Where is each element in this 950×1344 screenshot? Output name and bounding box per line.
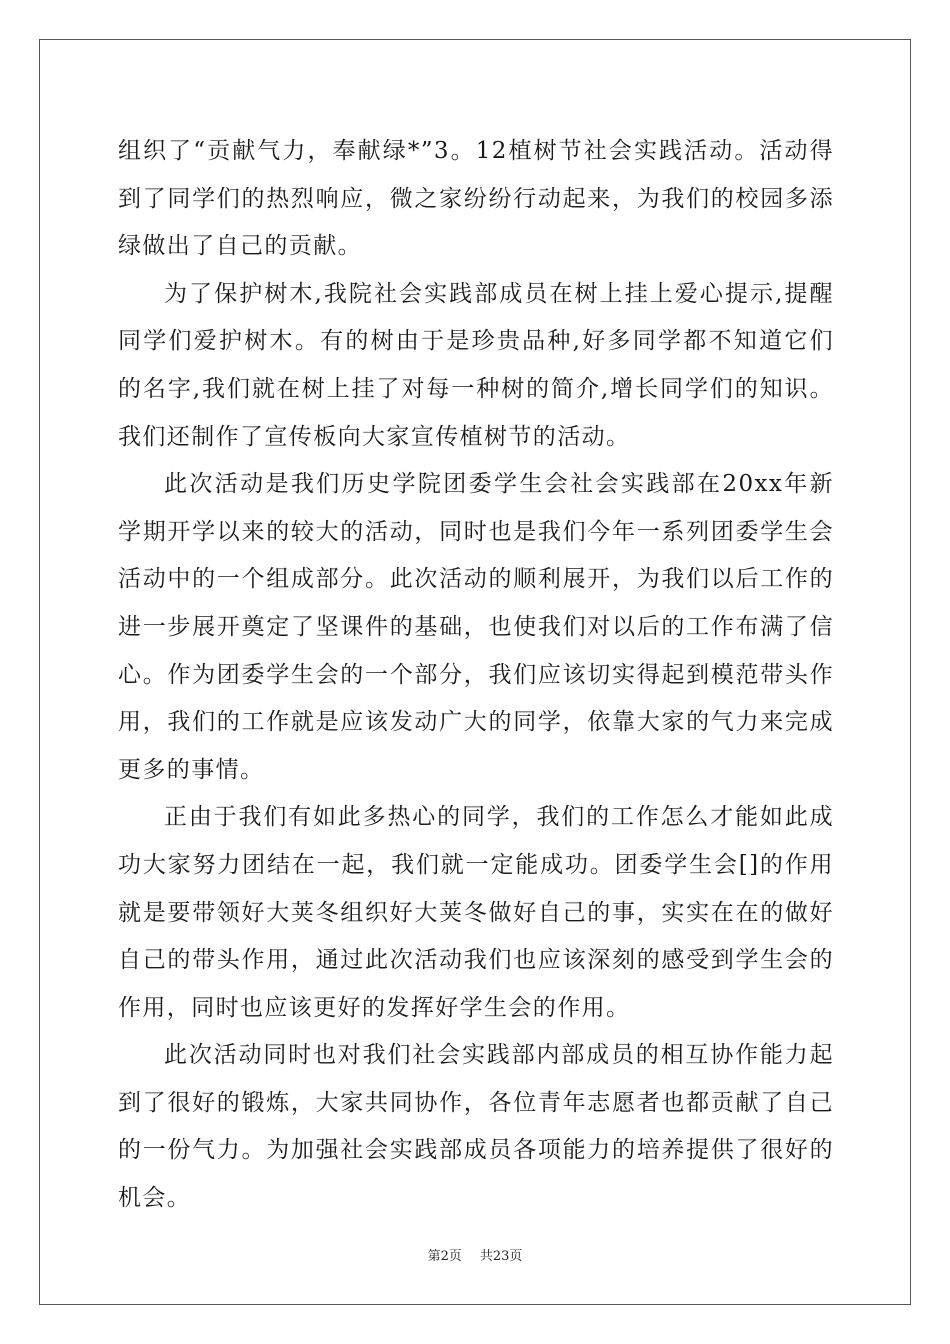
paragraph: 正由于我们有如此多热心的同学，我们的工作怎么才能如此成功大家努力团结在一起，我们就一定能成功。团委学生会[]的作用就是要带领好大荚冬组织好大荚冬做好自己的事，实实在在的做好自己的带头作用，通过此次活动我们也应该深刻的感受到学生会的作用，同时也应该更好的发挥好学生会的作用。 (118, 804, 834, 1021)
paragraph: 此次活动是我们历史学院团委学生会社会实践部在20xx年新学期开学以来的较大的活动，同时也是我们今年一系列团委学生会活动中的一个组成部分。此次活动的顺利展开，为我们以后工作的进一步展开奠定了坚课件的基础，也使我们对以后的工作布满了信心。作为团委学生会的一个部分，我们应该切实得起到模范带头作用，我们的工作就是应该发动广大的同学，依靠大家的气力来完成更多的事情。 (118, 471, 834, 783)
paragraph: 此次活动同时也对我们社会实践部内部成员的相互协作能力起到了很好的锻炼，大家共同协作，各位青年志愿者也都贡献了自己的一份气力。为加强社会实践部成员各项能力的培养提供了很好的机会。 (118, 1042, 834, 1212)
paragraph: 为了保护树木,我院社会实践部成员在树上挂上爱心提示,提醒同学们爱护树木。有的树由于是珍贵品种,好多同学都不知道它们的名字,我们就在树上挂了对每一种树的简介,增长同学们的知识。我们还制作了宣传板向大家宣传植树节的活动。 (118, 280, 834, 450)
paragraph-continuation: 组织了“贡献气力，奉献绿*”3。12植树节社会实践活动。活动得到了同学们的热烈响应，微之家纷纷行动起来，为我们的校园多添绿做出了自己的贡献。 (118, 138, 834, 260)
page-total: 共23页 (479, 1249, 523, 1264)
document-body (118, 128, 834, 1223)
page-number: 第2页 (427, 1249, 462, 1264)
page-footer (0, 1245, 950, 1264)
